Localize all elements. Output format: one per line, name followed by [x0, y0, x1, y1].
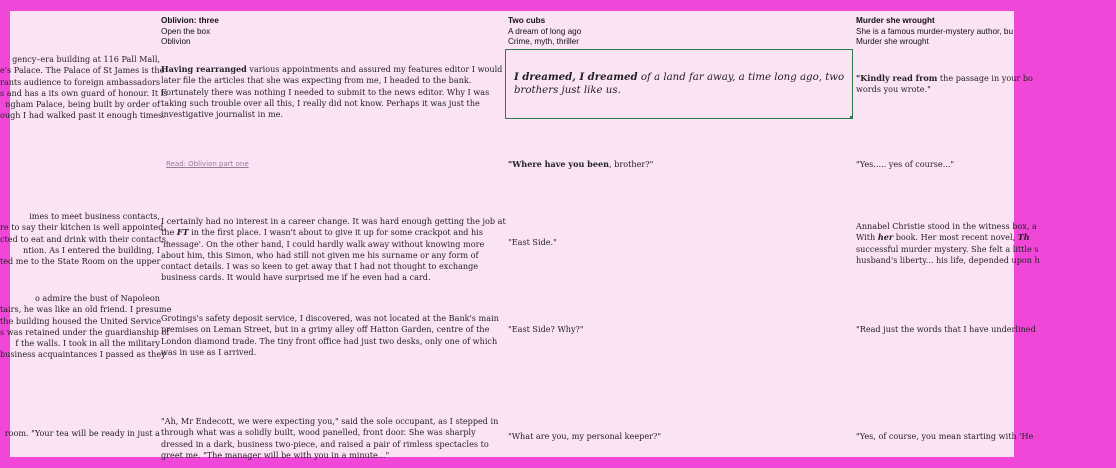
column-two-cubs [508, 11, 853, 457]
column-header[interactable] [508, 16, 853, 48]
murder-cell-row2[interactable]: "Yes..... yes of course..." [856, 159, 955, 169]
murder-cell-row5[interactable]: "Yes, of course, you mean starting with 'He [856, 431, 1034, 441]
column-title: Two cubs [508, 16, 546, 25]
col1-cell-row4[interactable]: o admire the bust of Napoleon tairs, he was like an old friend. I presume the building housed the United Service s was retained under the guardianship of f the walls. I took in all the military business acquaintances I passed as they [0, 293, 172, 360]
oblivion-cell-row3[interactable]: I certainly had no interest in a career change. It was hard enough getting the job at the FT in the first place. I wasn't about to give it up for some crackpot and his 'message'. On the other hand, I could hardly walk away without knowing more about him, this Simon, who had still not given me his surname or any form of contact details. I was so keen to get away that I had not thought to exchange business cards. It would have surprised me if he even had a card. [161, 216, 506, 283]
column-header[interactable] [161, 16, 506, 48]
column-title: Oblivion: three [161, 16, 219, 25]
column-title: Murder she wrought [856, 16, 935, 25]
column-subtitle: She is a famous murder-mystery author, bu [856, 26, 1013, 36]
column-oblivion-three [161, 11, 506, 460]
oblivion-cell-row5[interactable]: "Ah, Mr Endecott, we were expecting you," said the sole occupant, as I stepped in through what was a solidly built, wood panelled, front door. She was sharply dressed in a dark, business two-piece, and raised a pair of rimless spectacles to greet me. "The manager will be with you in a minute..." [161, 416, 499, 460]
column-category: Crime, myth, thriller [508, 37, 579, 46]
column-murder-she-wrought [856, 11, 1116, 457]
two-cubs-cell-row5[interactable]: "What are you, my personal keeper?" [508, 431, 662, 441]
column-subtitle: Open the box [161, 26, 211, 36]
two-cubs-cell-row2[interactable]: "Where have you been, brother?" [508, 159, 654, 169]
murder-cell-row4[interactable]: "Read just the words that I have underlined [856, 324, 1036, 334]
column-category: Murder she wrought [856, 37, 929, 46]
column-header[interactable] [856, 16, 1116, 48]
spreadsheet-grid [0, 11, 1040, 460]
read-oblivion-part-one-link[interactable]: Read: Oblivion part one [166, 160, 249, 168]
selected-cell-row1[interactable]: I dreamed, I dreamed of a land far away, a time long ago, two brothers just like us. [505, 49, 853, 119]
murder-cell-row3[interactable]: Annabel Christie stood in the witness box, a With her book. Her most recent novel, Th successful murder mystery. She felt a little s husband's liberty... his life, depended upon h [856, 221, 1040, 265]
murder-cell-row1[interactable]: "Kindly read from the passage in your bo words you wrote." [856, 73, 1033, 95]
col1-cell-row3[interactable]: imes to meet business contacts, re to say their kitchen is well appointed, cted to eat and drink with their contacts, ntion. As I entered the building, I ted me to the State Room on the upper [0, 211, 169, 267]
col1-cell-row1[interactable]: gency–era building at 116 Pall Mall, e's Palace. The Palace of St James is the rants audience to foreign ambassadors s and has a its own guard of honour. It is ngham Palace, being built by order of ough I had walked past it enough times. [0, 54, 168, 121]
two-cubs-cell-row4[interactable]: "East Side? Why?" [508, 324, 584, 334]
column-1 [0, 11, 172, 457]
two-cubs-cell-row3[interactable]: "East Side." [508, 237, 557, 247]
oblivion-cell-row1[interactable]: Having rearranged various appointments and assured my features editor I would later file the articles that she was expecting from me, I headed to the bank. Fortunately there was nothing I needed to submit to the news editor. Why I was taking such trouble over all this, I really did not know. Perhaps it was just the investigative journalist in me. [161, 64, 503, 120]
oblivion-cell-row4[interactable]: Grotings's safety deposit service, I discovered, was not located at the Bank's main premises on Leman Street, but in a grimy alley off Hatton Garden, centre of the London diamond trade. The tiny front office had just two desks, only one of which was in use as I arrived. [161, 313, 499, 357]
selection-fill-handle[interactable] [850, 116, 853, 119]
column-category: Oblivion [161, 37, 191, 46]
column-subtitle: A dream of long ago [508, 26, 582, 36]
col1-cell-row5[interactable]: room. "Your tea will be ready in just a [4, 428, 160, 438]
